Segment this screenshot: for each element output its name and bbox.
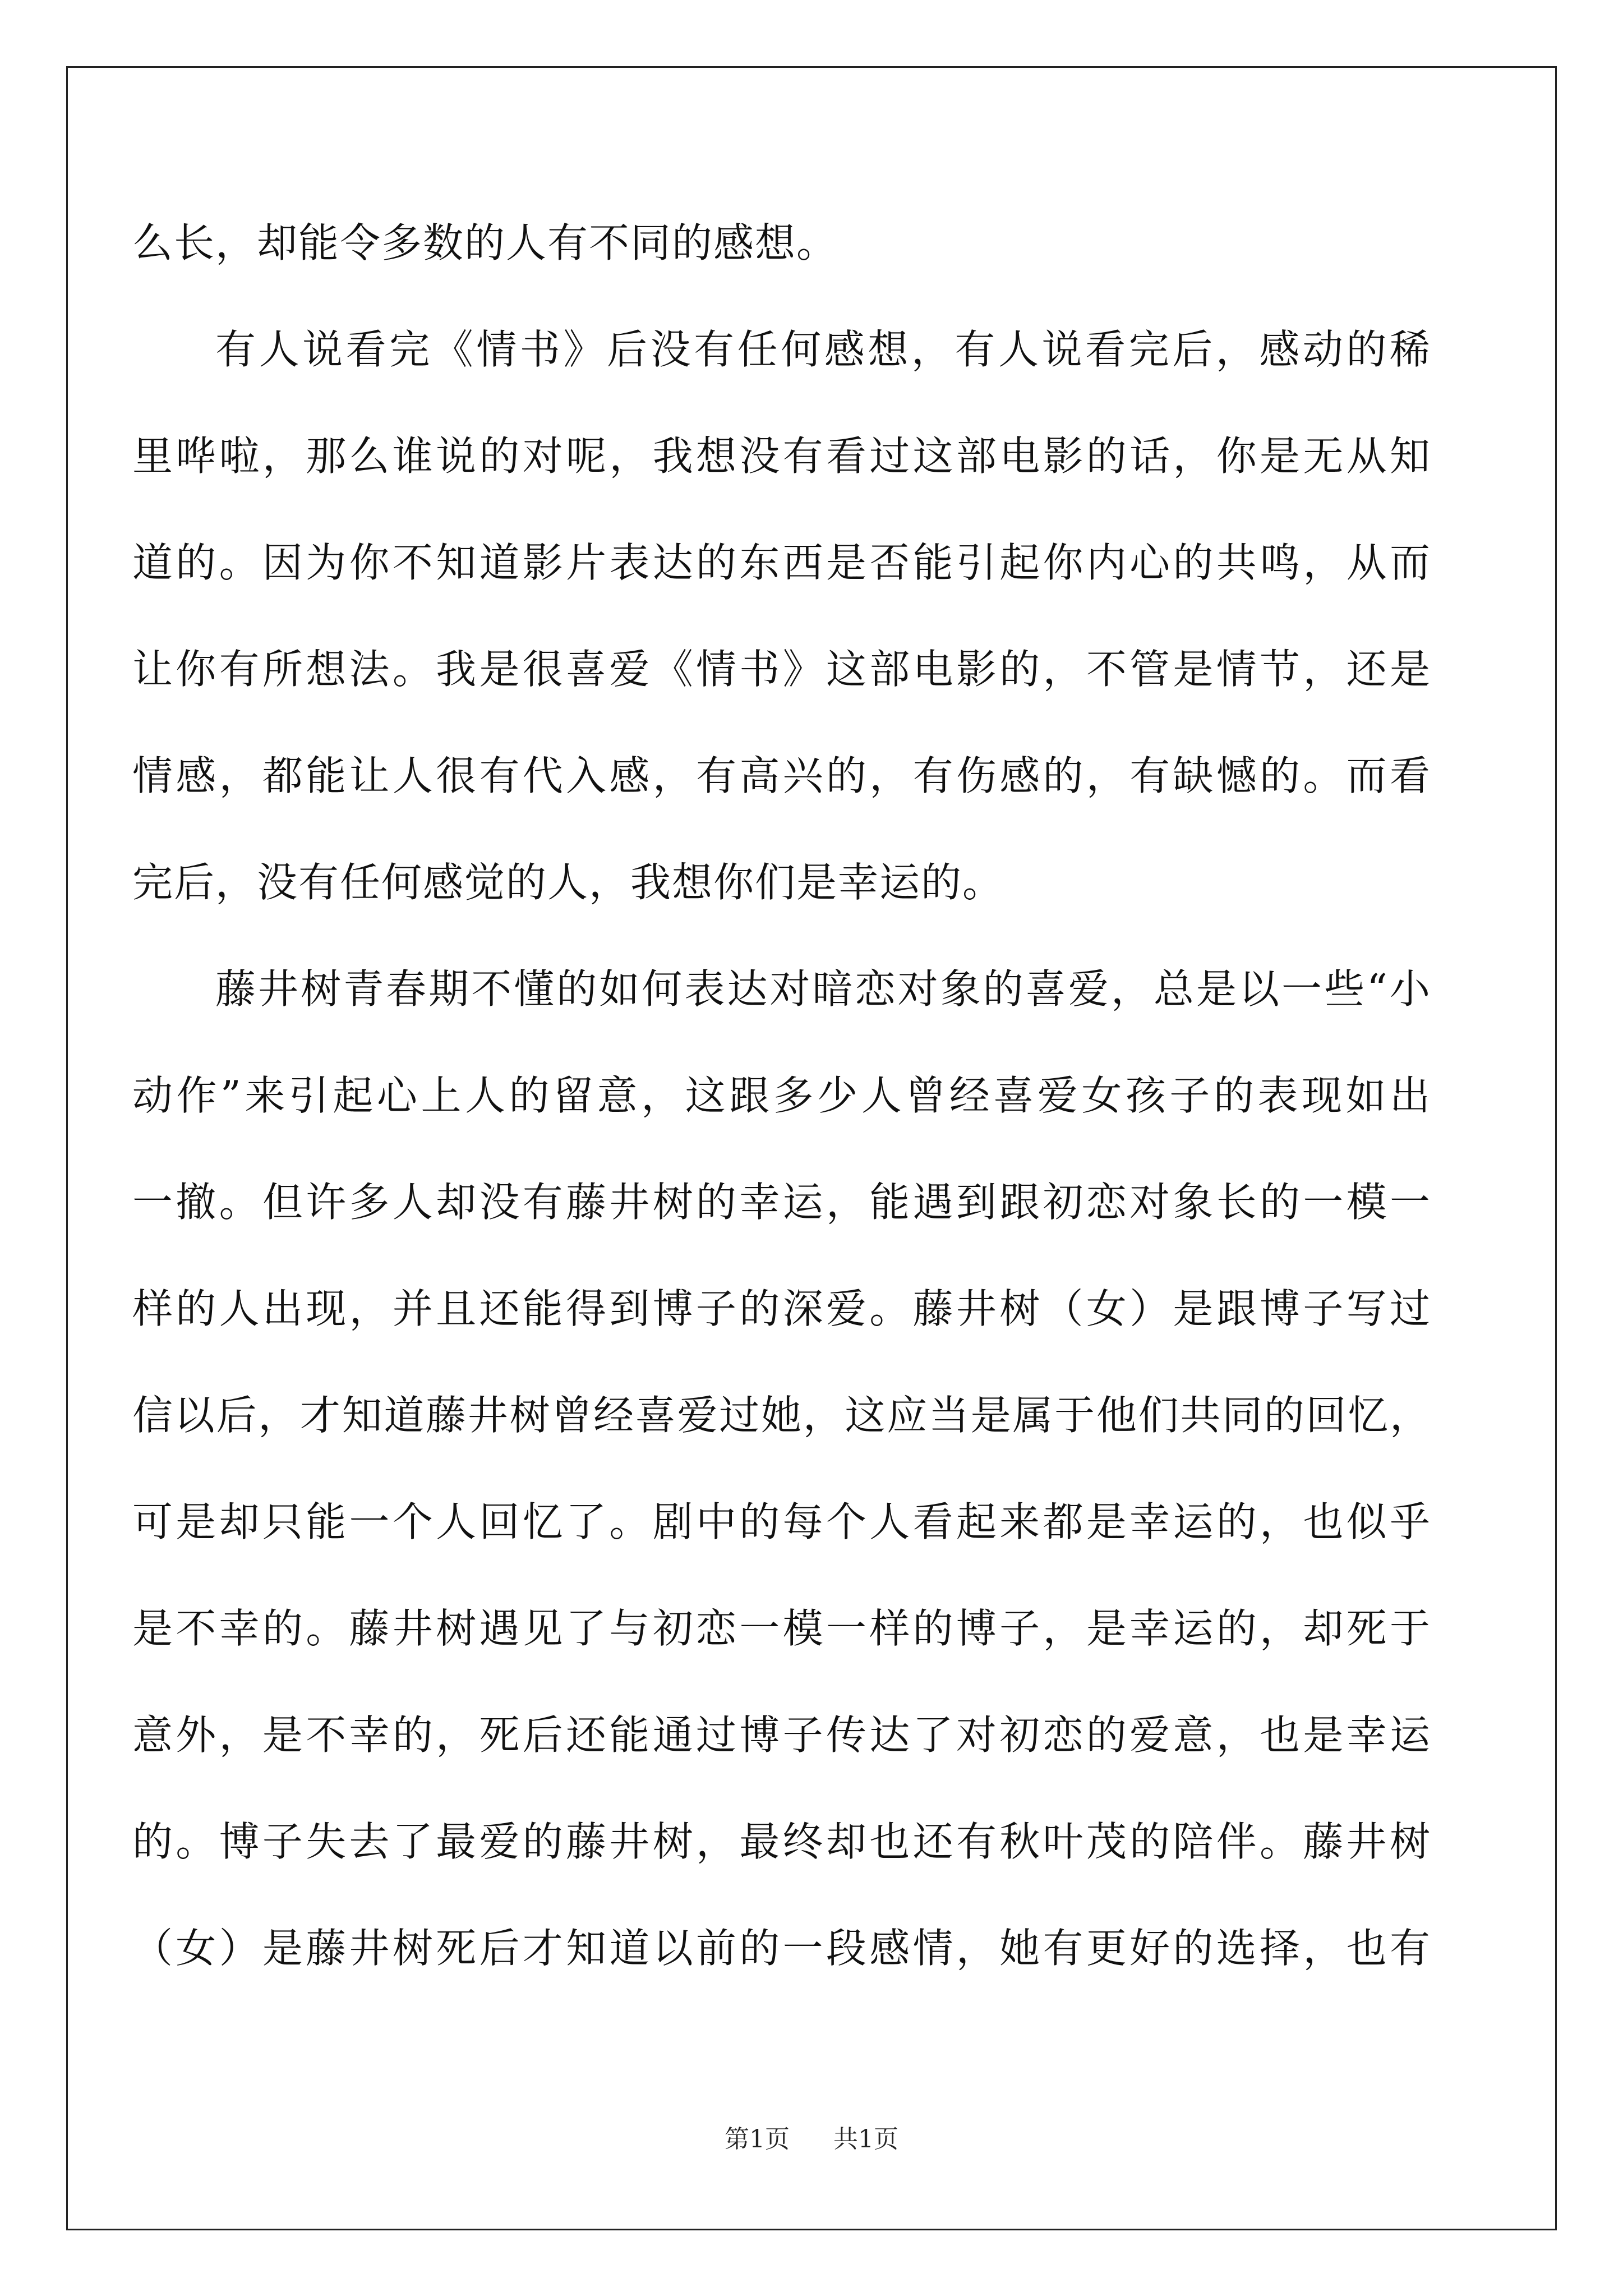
text-line: （女）是藤井树死后才知道以前的一段感情，她有更好的选择，也有 <box>132 1925 1431 1972</box>
text-line: 有人说看完《情书》后没有任何感想，有人说看完后，感动的稀 <box>215 326 1431 373</box>
text-line: 动作”来引起心上人的留意，这跟多少人曾经喜爱女孩子的表现如出 <box>132 1072 1431 1119</box>
text-line: 是不幸的。藤井树遇见了与初恋一模一样的博子，是幸运的，却死于 <box>132 1605 1431 1652</box>
page-total: 共1页 <box>833 2125 898 2154</box>
text-line: 的。博子失去了最爱的藤井树，最终却也还有秋叶茂的陪伴。藤井树 <box>132 1818 1431 1865</box>
text-line: 样的人出现，并且还能得到博子的深爱。藤井树（女）是跟博子写过 <box>132 1285 1431 1332</box>
text-line: 意外，是不幸的，死后还能通过博子传达了对初恋的爱意，也是幸运 <box>132 1711 1431 1759</box>
text-line: 让你有所想法。我是很喜爱《情书》这部电影的，不管是情节，还是 <box>132 646 1431 693</box>
text-line: 一撤。但许多人却没有藤井树的幸运，能遇到跟初恋对象长的一模一 <box>132 1179 1431 1226</box>
page-border <box>66 66 1557 2230</box>
page-number: 第1页 <box>725 2125 790 2154</box>
text-line: 情感，都能让人很有代入感，有高兴的，有伤感的，有缺憾的。而看 <box>132 752 1431 799</box>
text-line: 藤井树青春期不懂的如何表达对暗恋对象的喜爱，总是以一些“小 <box>215 965 1431 1013</box>
text-line: 么长，却能令多数的人有不同的感想。 <box>132 219 838 266</box>
text-line: 道的。因为你不知道影片表达的东西是否能引起你内心的共鸣，从而 <box>132 539 1431 586</box>
text-line: 里哗啦，那么谁说的对呢，我想没有看过这部电影的话，你是无从知 <box>132 432 1431 480</box>
text-line: 信以后，才知道藤井树曾经喜爱过她，这应当是属于他们共同的回忆， <box>132 1392 1431 1439</box>
text-line: 可是却只能一个人回忆了。剧中的每个人看起来都是幸运的，也似乎 <box>132 1498 1431 1545</box>
text-line: 完后，没有任何感觉的人，我想你们是幸运的。 <box>132 859 1004 906</box>
page-footer <box>0 2123 1623 2156</box>
